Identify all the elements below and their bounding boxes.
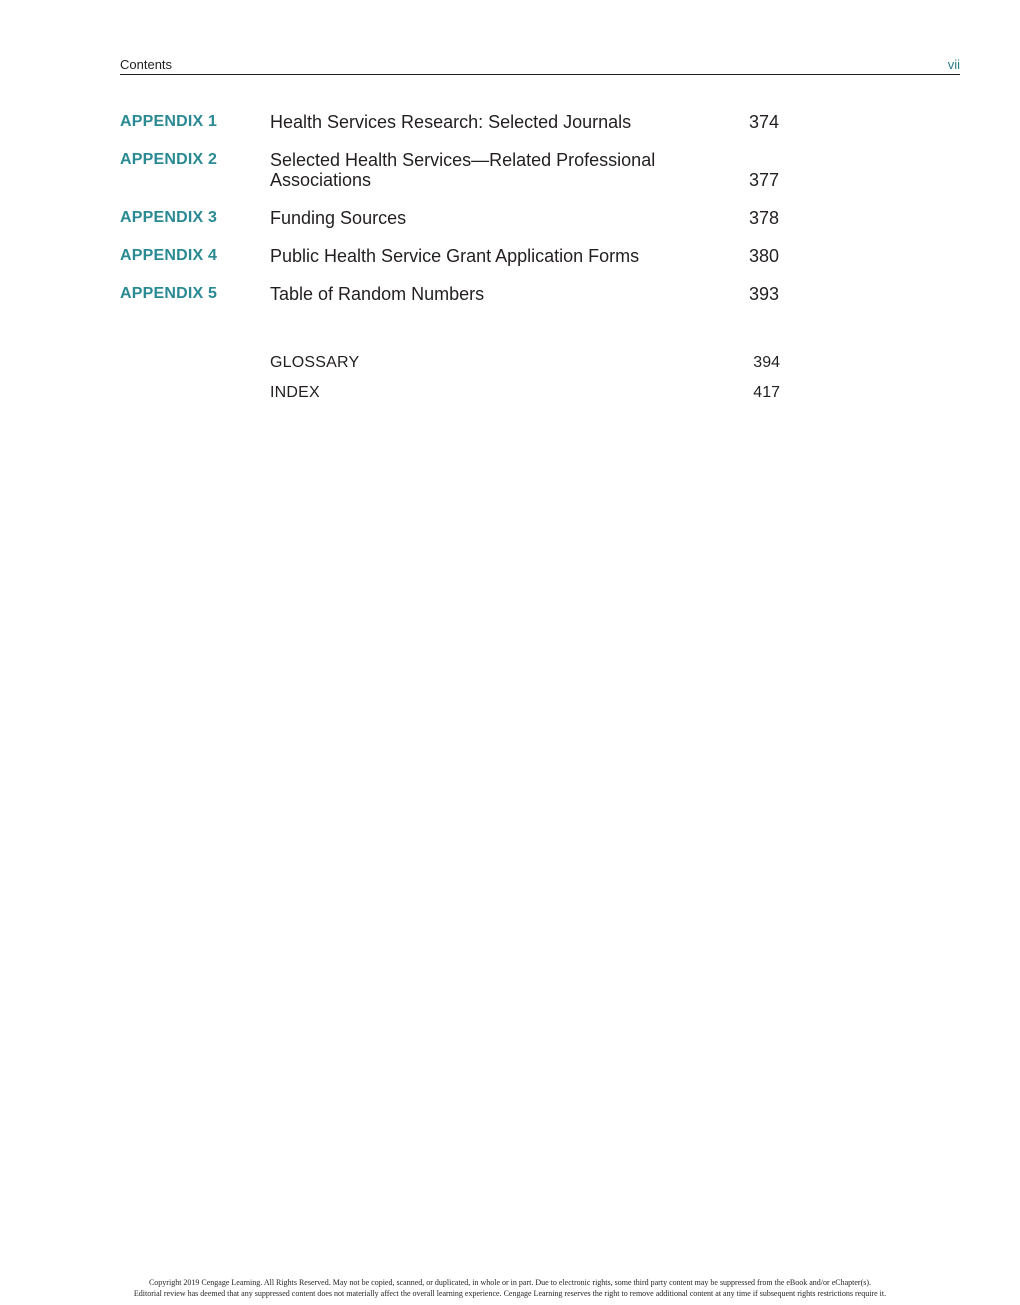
- appendix-list: [120, 112, 820, 322]
- toc-entry-title: Table of Random Numbers: [270, 284, 485, 304]
- toc-entry-title: GLOSSARY: [270, 354, 360, 371]
- toc-entry-appendix-2[interactable]: [120, 150, 820, 190]
- toc-entry-page: 377: [749, 170, 780, 190]
- toc-entry-appendix-5[interactable]: [120, 284, 820, 304]
- toc-entry-glossary[interactable]: [270, 354, 780, 384]
- toc-entry-page: 394: [753, 354, 780, 371]
- toc-entry-label: APPENDIX 3: [120, 209, 218, 226]
- back-matter-list: [270, 354, 780, 414]
- toc-entry-label: APPENDIX 1: [120, 113, 218, 130]
- toc-entry-title: Public Health Service Grant Application Forms: [270, 246, 640, 266]
- running-header-title: Contents: [120, 57, 173, 72]
- toc-entry-label: APPENDIX 4: [120, 247, 218, 264]
- toc-entry-title: Health Services Research: Selected Journals: [270, 112, 632, 132]
- running-header-page-number: vii: [947, 57, 960, 72]
- toc-entry-appendix-1[interactable]: [120, 112, 820, 132]
- copyright-line-1: Copyright 2019 Cengage Learning. All Rights Reserved. May not be copied, scanned, or duplicated, in whole or in part. Due to electronic rights, some third party content may be suppressed from the eBook and/or eChapter(s).: [148, 1278, 872, 1287]
- toc-entry-page: 417: [753, 384, 780, 401]
- toc-entry-title: Funding Sources: [270, 208, 407, 228]
- toc-entry-title: Selected Health Services—Related Professional Associations: [270, 150, 656, 190]
- toc-entry-page: 378: [749, 208, 780, 228]
- toc-entry-page: 393: [749, 284, 780, 304]
- toc-entry-index[interactable]: [270, 384, 780, 414]
- running-header: [120, 56, 960, 75]
- toc-entry-appendix-3[interactable]: [120, 208, 820, 228]
- copyright-footer: [0, 1277, 1020, 1299]
- toc-entry-appendix-4[interactable]: [120, 246, 820, 266]
- copyright-line-2: Editorial review has deemed that any suppressed content does not materially affect the overall learning experience. Cengage Learning reserves the right to remove additional content at any time if subsequent rights restrictions require it.: [133, 1289, 887, 1298]
- toc-entry-label: APPENDIX 5: [120, 285, 218, 302]
- toc-entry-label: APPENDIX 2: [120, 151, 218, 168]
- toc-entry-page: 374: [749, 112, 780, 132]
- toc-entry-page: 380: [749, 246, 780, 266]
- toc-entry-title: INDEX: [270, 384, 320, 401]
